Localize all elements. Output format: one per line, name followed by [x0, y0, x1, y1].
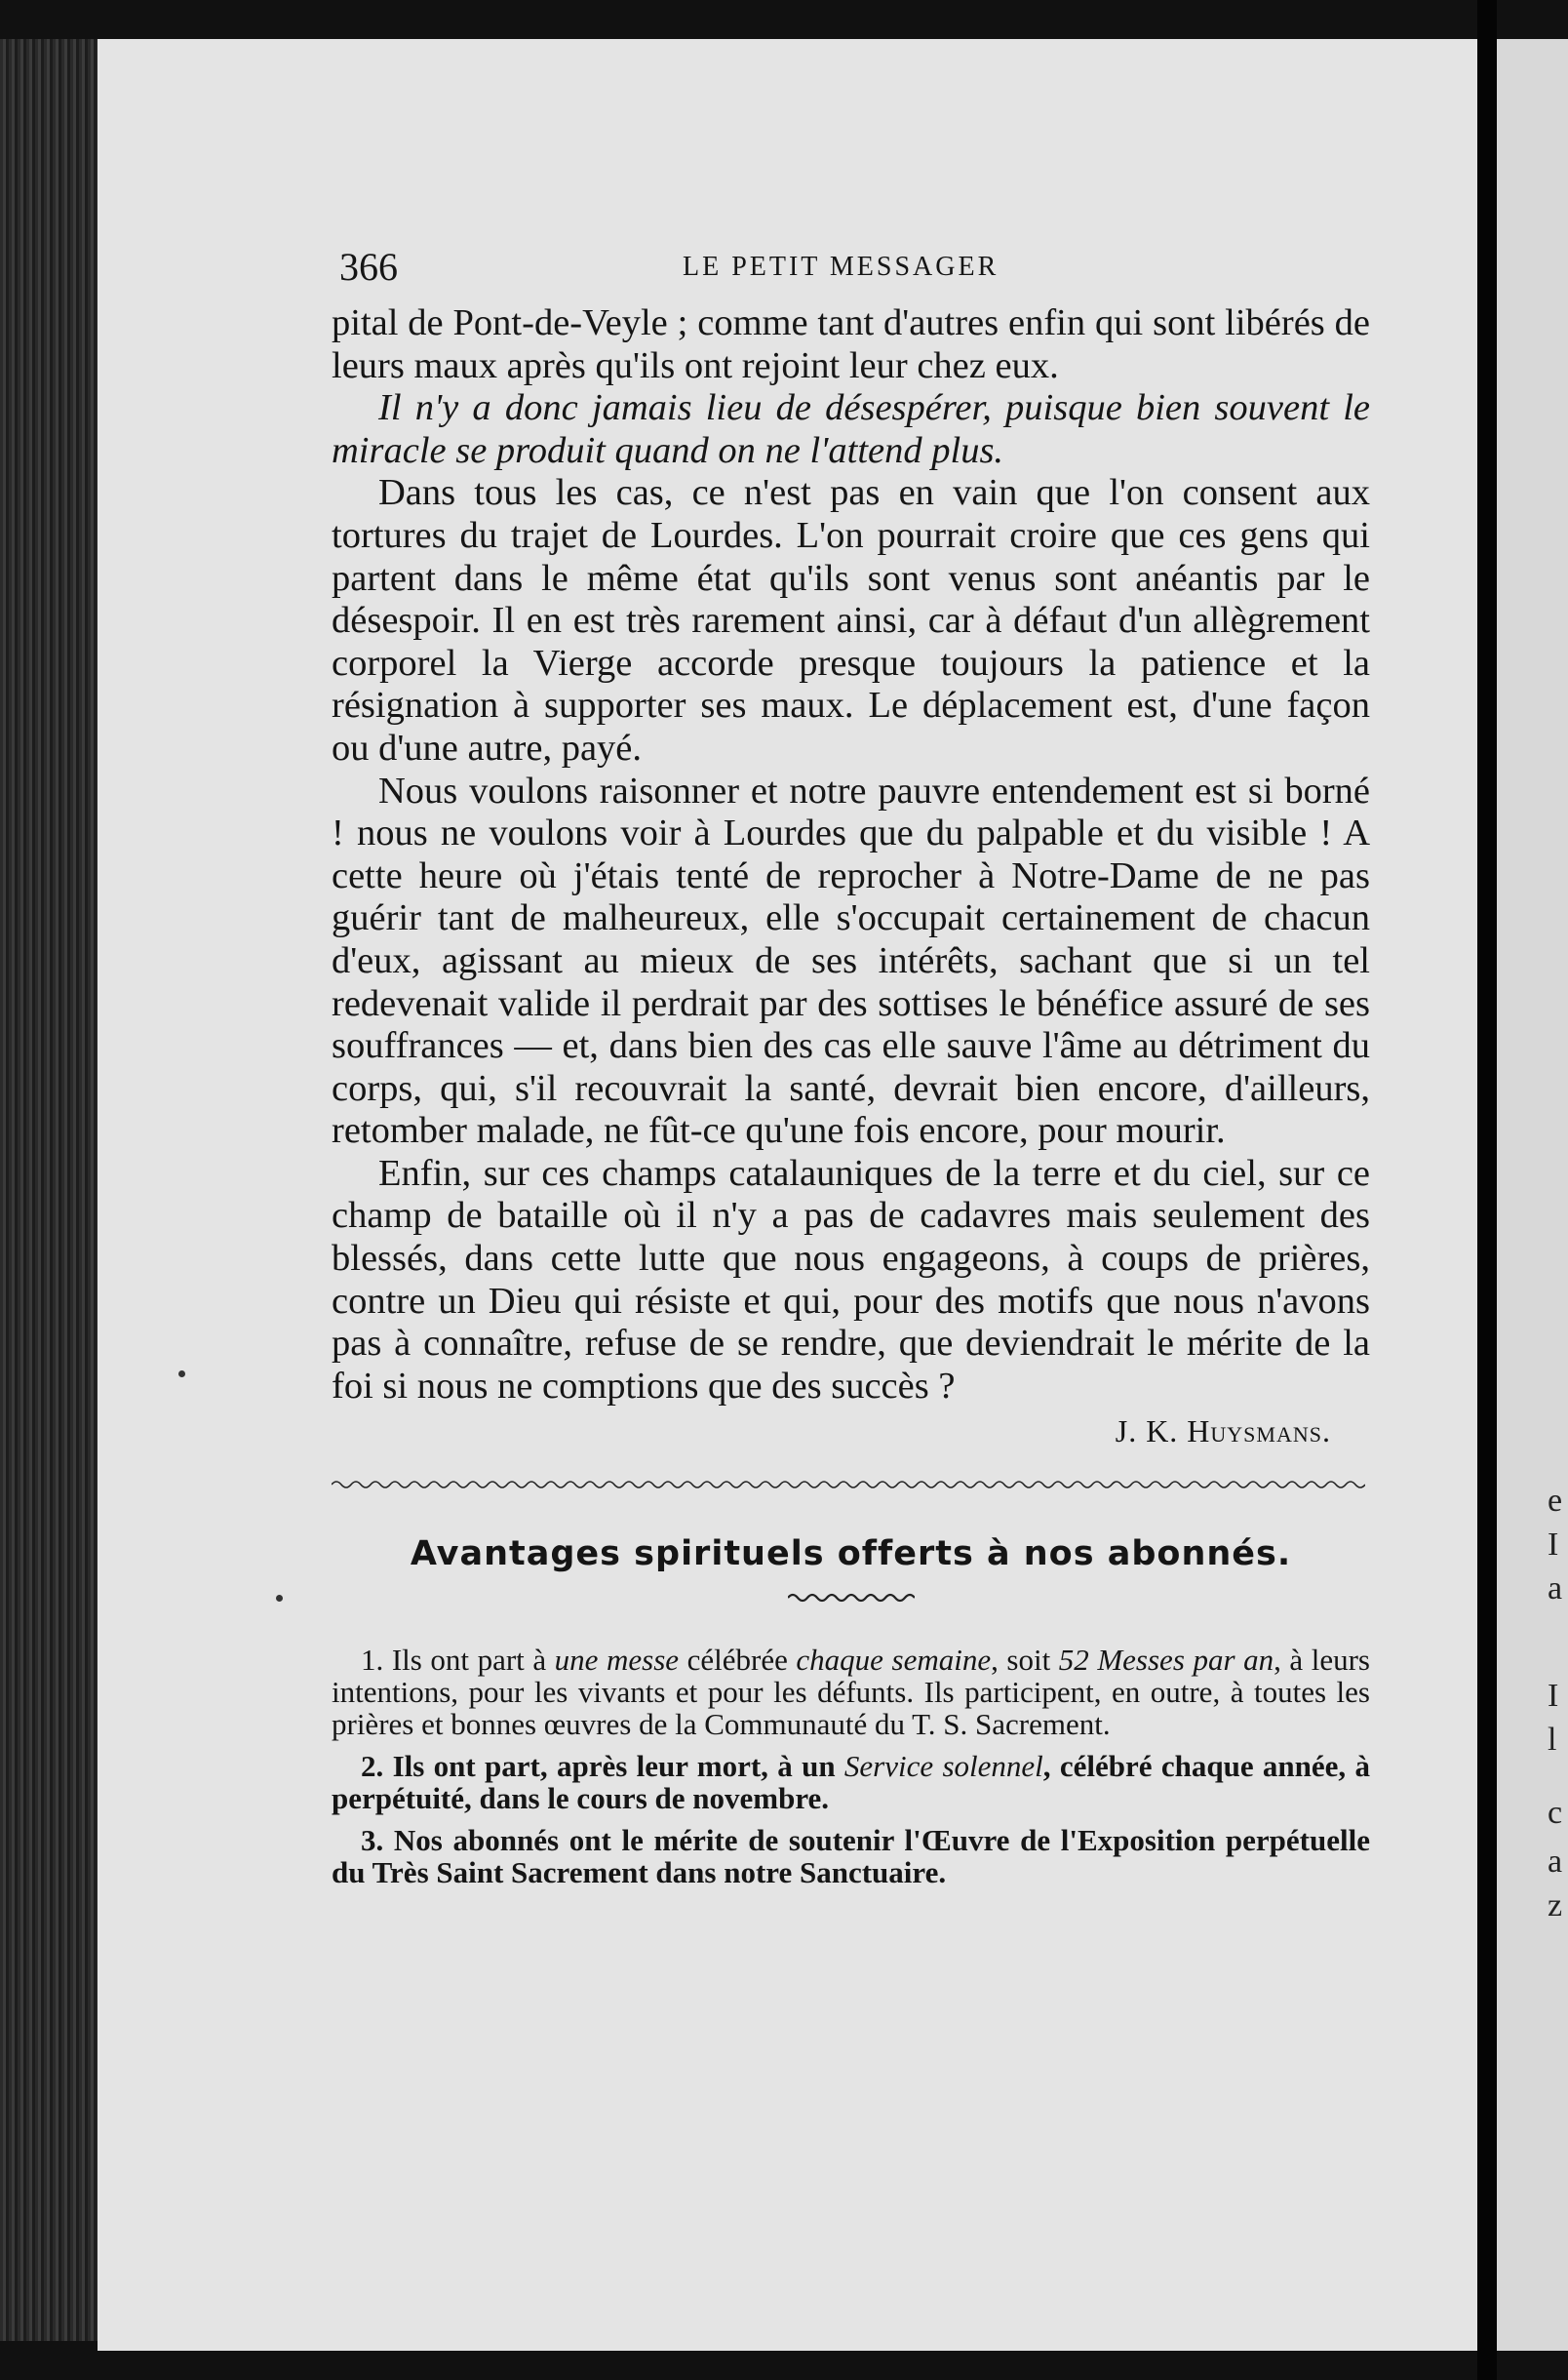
item-text: , célébré chaque année, à perpétuité, dans le cours de novembre.: [332, 1749, 1370, 1816]
facing-fragment: c: [1548, 1795, 1563, 1831]
page-number: 366: [339, 245, 398, 289]
item-text: célébrée: [679, 1643, 797, 1678]
item-number: 3.: [361, 1823, 384, 1858]
wavy-divider: [332, 1477, 1365, 1492]
item-text: , à leurs intentions, pour les vivants et pour les défunts. Ils participent, en outre, à toutes les prières et bonnes œuvres de la Communauté du T. S. Sacrement.: [332, 1643, 1370, 1742]
facing-fragment: I: [1548, 1678, 1559, 1714]
small-wavy-ornament: [788, 1591, 915, 1605]
paragraph: Nous voulons raisonner et notre pauvre entendement est si borné ! nous ne voulons voir à Lourdes que du palpable et du visible ! A cette heure où j'étais tenté de reprocher à Notre-Dame de ne pas guérir tant de malheureux, elle s'occupait certainement de chacun d'eux, agissant au mieux de ses intérêts, sachant que si un tel redevenait valide il perdrait par des sottises le bénéfice assuré de ses souffrances — et, dans bien des cas elle sauve l'âme au détriment du corps, qui, s'il recouvrait la santé, devrait bien encore, d'ailleurs, retomber malade, ne fût-ce qu'une fois encore, pour mourir.: [332, 770, 1370, 1152]
paragraph: pital de Pont-de-Veyle ; comme tant d'autres enfin qui sont libérés de leurs maux après qu'ils ont rejoint leur chez eux.: [332, 302, 1370, 386]
facing-fragment: l: [1548, 1722, 1557, 1758]
item-emphasis: chaque semaine: [796, 1643, 992, 1678]
item-number: 1.: [361, 1643, 384, 1678]
gutter: [1477, 0, 1497, 2380]
benefits-list: [332, 1644, 1370, 1888]
facing-fragment: a: [1548, 1570, 1563, 1606]
book-edge: [0, 39, 107, 2341]
item-text: Ils ont part, après leur mort, à un: [383, 1749, 844, 1784]
item-number: 2.: [361, 1749, 384, 1784]
paragraph: Dans tous les cas, ce n'est pas en vain que l'on consent aux tortures du trajet de Lourdes. L'on pourrait croire que ces gens qui partent dans le même état qu'ils sont venus sont anéantis par le désespoir. Il en est très rarement ainsi, car à défaut d'un allègrement corporel la Vierge accorde presque toujours la patience et la résignation à supporter ses maux. Le déplacement est, d'une façon ou d'une autre, payé.: [332, 472, 1370, 769]
item-text: Ils ont part à: [383, 1643, 555, 1678]
facing-page: [1497, 39, 1568, 2351]
facing-fragment: a: [1548, 1844, 1563, 1880]
ink-speck: [178, 1370, 185, 1377]
item-emphasis: Service solennel: [843, 1749, 1043, 1784]
facing-fragment: z: [1548, 1887, 1563, 1924]
author-signature: J. K. Huysmans.: [1115, 1413, 1331, 1449]
facing-fragment: e: [1548, 1483, 1563, 1519]
italic-paragraph: Il n'y a donc jamais lieu de désespérer, puisque bien souvent le miracle se produit quand on ne l'attend plus.: [332, 387, 1370, 471]
section-title: Avantages spirituels offerts à nos abonnés.: [410, 1534, 1292, 1574]
item-text: , soit: [991, 1643, 1059, 1678]
item-emphasis: 52 Messes par an: [1058, 1643, 1274, 1678]
ink-speck: [276, 1595, 283, 1602]
benefit-item: [332, 1750, 1370, 1814]
item-text: Nos abonnés ont le mérite de soutenir l'Œuvre de l'Exposition perpétuelle du Très Saint Sacrement dans notre Sanctuaire.: [332, 1823, 1370, 1890]
article-body: [332, 302, 1370, 1449]
running-head: [332, 244, 1370, 302]
running-title: LE PETIT MESSAGER: [683, 252, 1000, 282]
page-content: [332, 244, 1370, 1898]
paragraph: Enfin, sur ces champs catalauniques de la terre et du ciel, sur ce champ de bataille où il n'y a pas de cadavres mais seulement des blessés, dans cette lutte que nous engageons, à coups de prières, contre un Dieu qui résiste et qui, pour des motifs que nous n'avons pas à connaître, refuse de se rendre, que deviendrait le mérite de la foi si nous ne comptions que des succès ?: [332, 1152, 1370, 1407]
facing-fragment: I: [1548, 1527, 1559, 1563]
benefit-item: [332, 1824, 1370, 1888]
item-emphasis: une messe: [554, 1643, 680, 1678]
benefit-item: [332, 1644, 1370, 1740]
